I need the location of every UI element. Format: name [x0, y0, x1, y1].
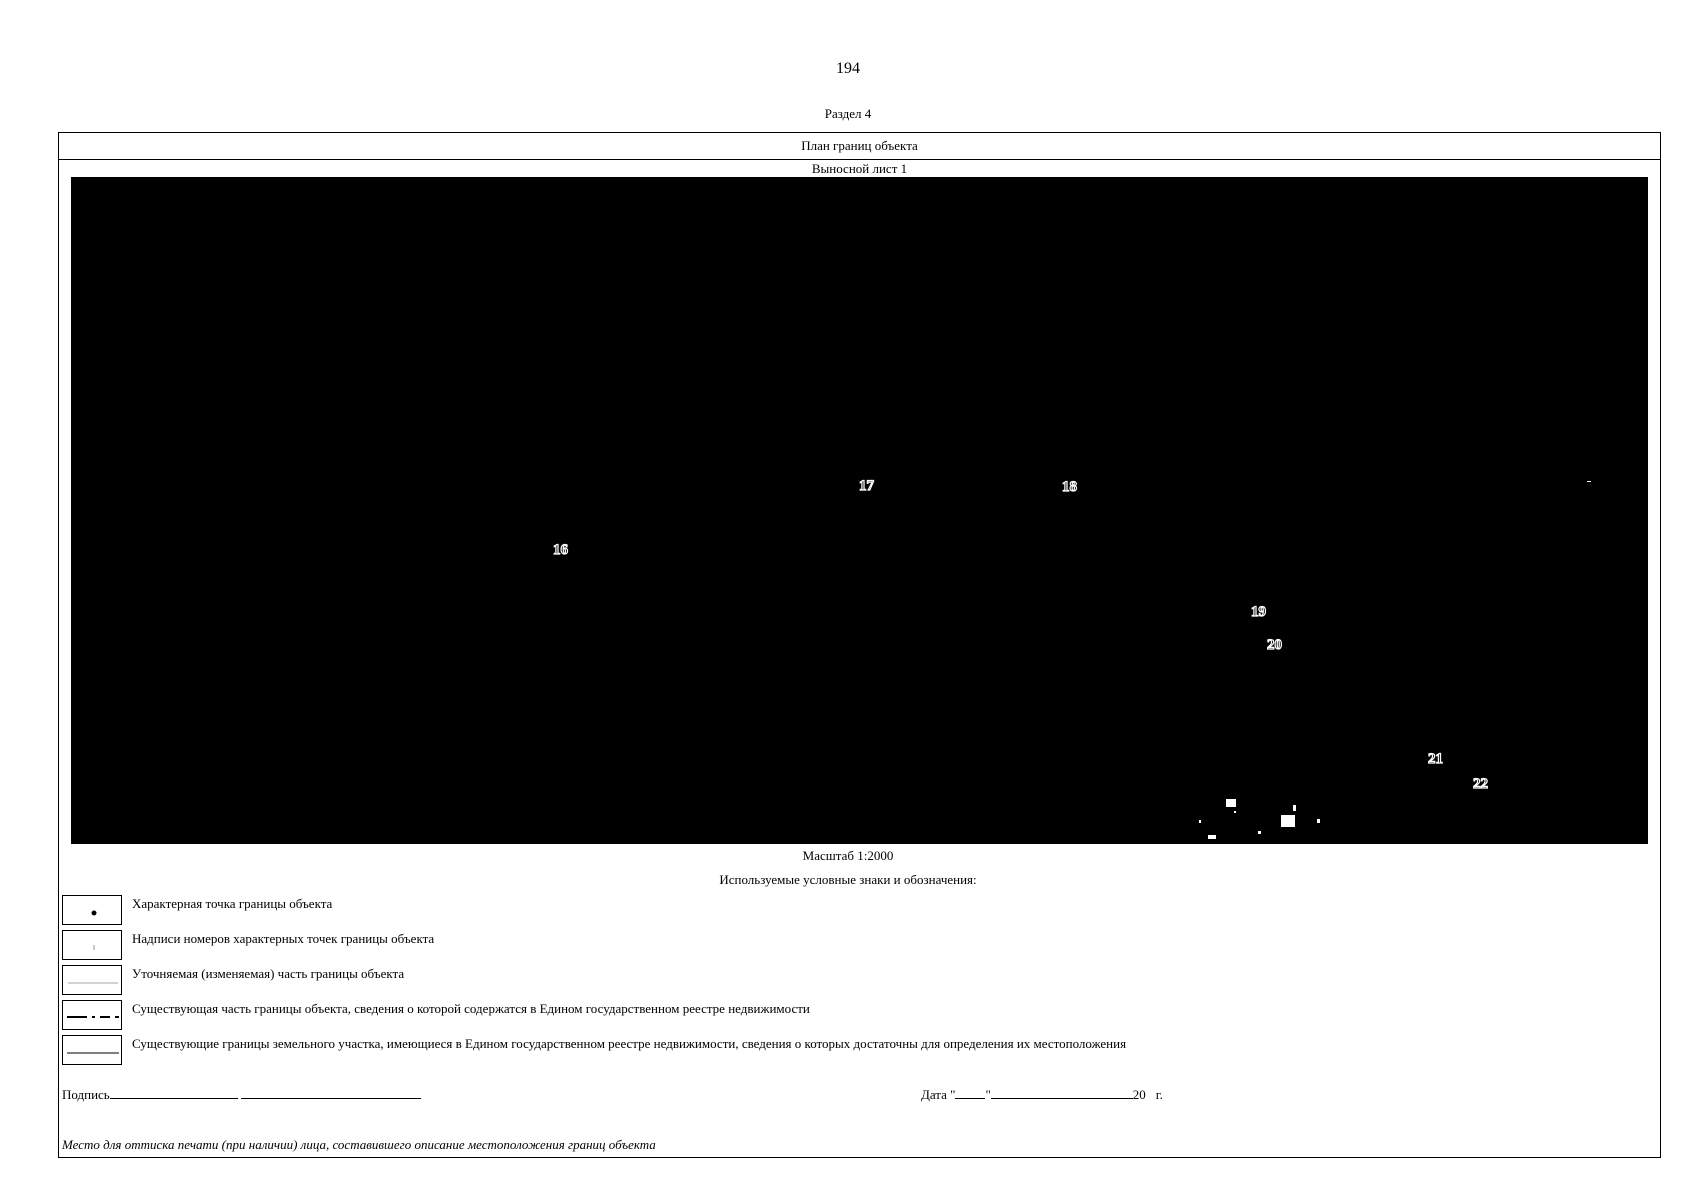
- point-number-icon: [62, 930, 122, 960]
- legend-item-point: [62, 895, 1462, 927]
- signature-line: [62, 1086, 421, 1103]
- dot-icon: [62, 895, 122, 925]
- date-quote-close: ": [985, 1087, 991, 1102]
- point-label-20: 20: [1267, 637, 1282, 653]
- date-month-field: [991, 1086, 1133, 1099]
- page-number: 194: [836, 60, 860, 77]
- date-day-field: [955, 1086, 985, 1099]
- legend-item-parcel-boundary: [62, 1035, 1462, 1067]
- point-label-22: 22: [1473, 776, 1488, 792]
- legend-text: Уточняемая (изменяемая) часть границы объекта: [132, 966, 405, 981]
- plan-map-canvas: [71, 177, 1648, 844]
- signature-name-field: [241, 1086, 421, 1099]
- legend-item-refined-boundary: [62, 965, 1462, 997]
- point-label-18: 18: [1062, 479, 1077, 495]
- legend-text: Существующая часть границы объекта, сведения о которой содержатся в Едином государственном реестре недвижимости: [132, 1001, 810, 1016]
- point-label-17: 17: [859, 478, 874, 494]
- sheet-label: Выносной лист 1: [811, 161, 908, 176]
- map-specks: [1199, 481, 1591, 839]
- date-year-prefix: 20: [1132, 1087, 1146, 1102]
- legend-title: Используемые условные знаки и обозначения:: [719, 872, 977, 887]
- date-year-suffix: г.: [1155, 1087, 1163, 1102]
- point-label-19: 19: [1251, 604, 1266, 620]
- scale-label: Масштаб 1:2000: [802, 848, 894, 863]
- signature-field: [110, 1086, 238, 1099]
- legend-text: Существующие границы земельного участка, имеющиеся в Едином государственном реестре недвижимости, сведения о которых достаточны для определения их местоположения: [132, 1036, 1127, 1051]
- legend-text: Характерная точка границы объекта: [132, 896, 333, 911]
- date-label: Дата ": [921, 1087, 956, 1102]
- dash-dot-line-icon: [62, 1000, 122, 1030]
- legend-item-point-number: [62, 930, 1462, 962]
- solid-line-icon: [62, 1035, 122, 1065]
- point-label-21: 21: [1428, 751, 1443, 767]
- plan-map: [71, 177, 1648, 844]
- signature-label: Подпись: [62, 1087, 110, 1102]
- legend-text: Надписи номеров характерных точек границы объекта: [132, 931, 435, 946]
- thin-line-icon: [62, 965, 122, 995]
- stamp-note: Место для оттиска печати (при наличии) лица, составившего описание местоположения границ объекта: [62, 1137, 656, 1152]
- plan-title: План границ объекта: [58, 132, 1661, 160]
- legend-item-existing-boundary: [62, 1000, 1462, 1032]
- date-line: [921, 1086, 1163, 1103]
- section-label: Раздел 4: [824, 106, 872, 121]
- point-label-16: 16: [553, 542, 568, 558]
